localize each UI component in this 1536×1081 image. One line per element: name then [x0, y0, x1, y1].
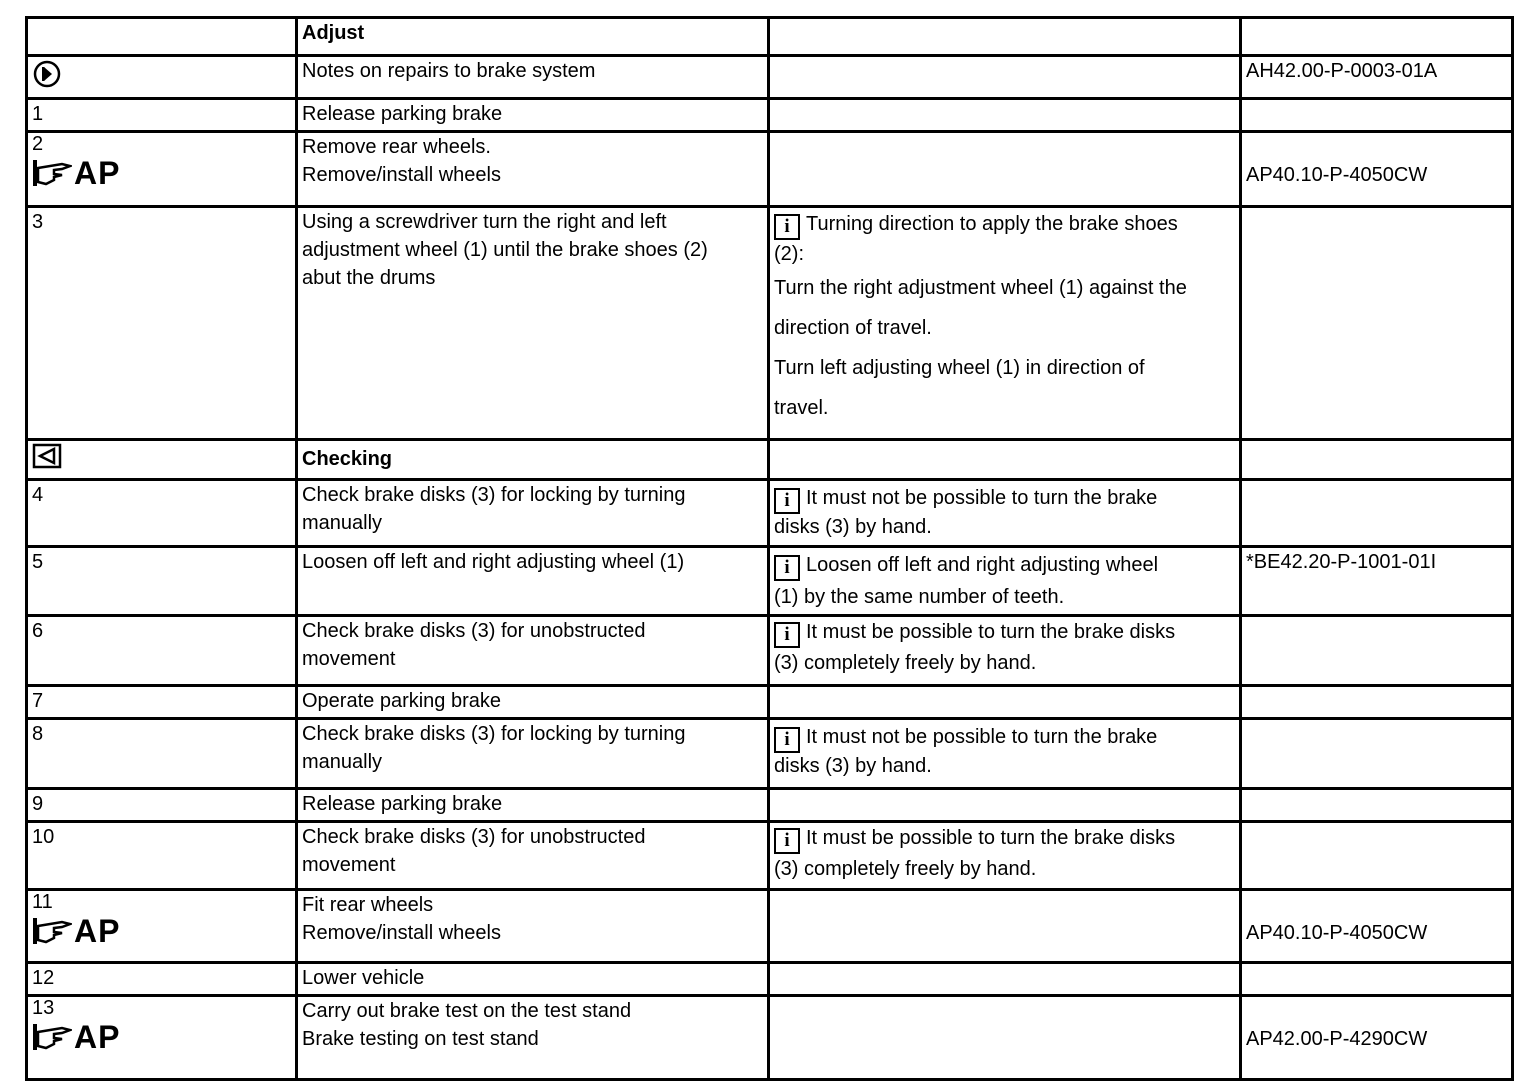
- info-icon: i: [774, 727, 800, 753]
- step-number: 10: [27, 822, 297, 890]
- step-text: manually: [302, 751, 383, 773]
- notes-text: Notes on repairs to brake system: [297, 56, 769, 99]
- step-number: 1: [27, 99, 297, 132]
- ap-label: AP: [74, 155, 121, 191]
- step-number: 8: [27, 719, 297, 789]
- step-number: 3: [27, 207, 297, 440]
- checking-triangle-icon: [32, 441, 291, 477]
- note-text: Turning direction to apply the brake shoes: [806, 213, 1178, 235]
- ap-reference-marker: [32, 155, 291, 191]
- info-icon: i: [774, 488, 800, 514]
- note-text: Turn left adjusting wheel (1) in direction of: [774, 357, 1145, 379]
- table-row: [27, 132, 1513, 207]
- step-number: 6: [27, 616, 297, 686]
- step-text: movement: [302, 648, 396, 670]
- step-number: 2: [32, 133, 44, 155]
- note-text: It must be possible to turn the brake disks: [806, 621, 1176, 643]
- step-number: 12: [27, 963, 297, 996]
- table-row: [27, 996, 1513, 1080]
- table-row: [27, 18, 1513, 56]
- step-text: abut the drums: [302, 267, 436, 289]
- step-reference-link[interactable]: AP40.10-P-4050CW: [1246, 164, 1428, 186]
- notes-reference-link[interactable]: AH42.00-P-0003-01A: [1241, 56, 1513, 99]
- ap-reference-marker: [32, 913, 291, 949]
- step-subtext: Remove/install wheels: [302, 922, 501, 944]
- info-icon: i: [774, 828, 800, 854]
- step-text: Check brake disks (3) for unobstructed: [302, 826, 646, 848]
- note-text: (3) completely freely by hand.: [774, 652, 1037, 674]
- step-text: Check brake disks (3) for locking by turning: [302, 723, 686, 745]
- step-text: Loosen off left and right adjusting wheel (1): [297, 547, 769, 616]
- note-text: (3) completely freely by hand.: [774, 858, 1037, 880]
- section-title-adjust: Adjust: [297, 18, 769, 56]
- step-text: adjustment wheel (1) until the brake shoes (2): [302, 239, 708, 261]
- info-icon: i: [774, 555, 800, 581]
- step-text: Using a screwdriver turn the right and left: [302, 211, 667, 233]
- step-text: Operate parking brake: [297, 686, 769, 719]
- table-row: [27, 440, 1513, 480]
- table-row: [27, 789, 1513, 822]
- table-row: [27, 480, 1513, 547]
- section-title-checking: Checking: [297, 440, 769, 480]
- pointing-hand-icon: [32, 1022, 72, 1052]
- step-reference-link[interactable]: *BE42.20-P-1001-01I: [1241, 547, 1513, 616]
- step-number: 11: [32, 891, 53, 913]
- ap-label: AP: [74, 913, 121, 949]
- ap-reference-marker: [32, 1019, 291, 1055]
- note-text: Loosen off left and right adjusting wheel: [806, 554, 1159, 576]
- step-reference-link[interactable]: AP42.00-P-4290CW: [1246, 1028, 1428, 1050]
- table-row: [27, 547, 1513, 616]
- info-icon: i: [774, 622, 800, 648]
- step-number: 13: [32, 997, 55, 1019]
- step-text: Release parking brake: [297, 99, 769, 132]
- table-row: [27, 207, 1513, 440]
- pointing-hand-icon: [32, 916, 72, 946]
- note-text: It must not be possible to turn the brake: [806, 726, 1158, 748]
- step-text: Remove rear wheels.: [302, 136, 491, 158]
- repair-steps-table: [25, 16, 1514, 1081]
- step-text: manually: [302, 512, 383, 534]
- step-text: Lower vehicle: [297, 963, 769, 996]
- step-text: Fit rear wheels: [302, 894, 434, 916]
- step-number: 9: [27, 789, 297, 822]
- table-row: [27, 56, 1513, 99]
- info-icon: i: [774, 214, 800, 240]
- step-subtext: Brake testing on test stand: [302, 1028, 539, 1050]
- step-reference-link[interactable]: AP40.10-P-4050CW: [1246, 922, 1428, 944]
- note-text: travel.: [774, 397, 829, 419]
- table-row: [27, 616, 1513, 686]
- pointing-hand-icon: [32, 158, 72, 188]
- note-text: Turn the right adjustment wheel (1) against the: [774, 277, 1187, 299]
- note-text: It must not be possible to turn the brake: [806, 487, 1158, 509]
- note-text: direction of travel.: [774, 317, 932, 339]
- note-text: (2):: [774, 243, 804, 265]
- table-row: [27, 719, 1513, 789]
- note-text: disks (3) by hand.: [774, 755, 932, 777]
- step-text: Release parking brake: [297, 789, 769, 822]
- table-row: [27, 686, 1513, 719]
- step-text: Check brake disks (3) for locking by turning: [302, 484, 686, 506]
- step-text: Check brake disks (3) for unobstructed: [302, 620, 646, 642]
- notes-circle-icon: [32, 57, 291, 97]
- step-number: 5: [27, 547, 297, 616]
- ap-label: AP: [74, 1019, 121, 1055]
- note-text: It must be possible to turn the brake disks: [806, 827, 1176, 849]
- step-number: 7: [27, 686, 297, 719]
- note-text: disks (3) by hand.: [774, 516, 932, 538]
- table-row: [27, 963, 1513, 996]
- step-text: movement: [302, 854, 396, 876]
- table-row: [27, 99, 1513, 132]
- table-row: [27, 890, 1513, 963]
- step-number: 4: [27, 480, 297, 547]
- table-row: [27, 822, 1513, 890]
- step-subtext: Remove/install wheels: [302, 164, 501, 186]
- note-text: (1) by the same number of teeth.: [774, 586, 1065, 608]
- step-text: Carry out brake test on the test stand: [302, 1000, 632, 1022]
